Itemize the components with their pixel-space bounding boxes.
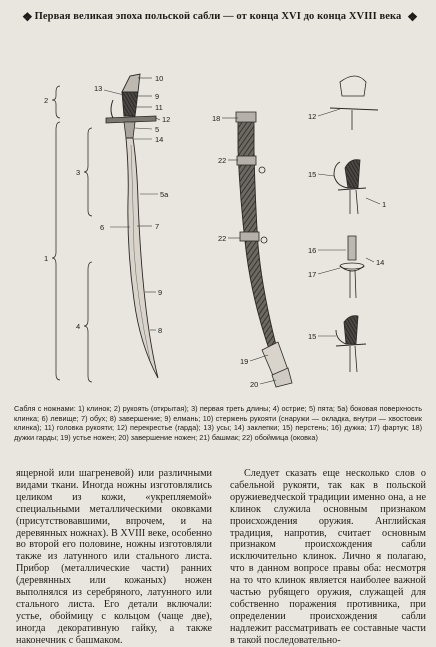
label-3: 3 [76,168,81,177]
label-15: 14 [376,258,385,267]
bracket-1 [52,122,60,380]
bracket-2 [52,86,60,118]
scabbard [236,112,292,387]
label-7: 7 [155,222,160,231]
header-ornament-left: ❖ [22,10,33,24]
bracket-4 [84,262,92,382]
label-11: 10 [155,74,164,83]
label-12: 11 [155,103,163,112]
label-22b: 22 [218,234,227,243]
body-column-right [230,468,426,647]
hilt-detail-2 [334,160,366,214]
label-20: 19 [240,357,249,366]
label-6: 6 [100,223,105,232]
label-14: 13 [94,84,103,93]
label-1: 1 [44,254,49,263]
leader-lines-details [318,109,380,336]
label-4: 4 [76,322,81,331]
figure-caption: Сабля с ножнами: 1) клинок; 2) рукоять (открытая); 3) первая треть длины; 4) острие; 5) пята; 5а) боковая поверхность клинка; 6) левище; 7) обух; 8) завершение; 9) елмань; 10) стержень рукояти (снаружи — окладка, внутри — хвостовик клинка); 11) головка рукояти; 12) перекрестье (гарда); 13) усы; 14) заклепки; 15) перстень; 16) дужка; 17) фартук; 18) дужки гарды; 19) устье ножен; 20) завершение ножен; 21) башмак; 22) обоймица (оковка) [14,404,422,442]
bracket-3 [84,128,92,216]
hilt-detail-3 [340,236,364,298]
body-paragraph-left: ящерной или шагреневой) или различными видами ткани. Иногда ножны изготовлялись целиком из кожи, «укрепляемой» специальными металлическими оковками (присутствовавшими, впрочем, и на деревянных ножнах). В XVIII веке, особенно во второй его половине, ножны изготовляли также из латунного или стального листа. Прибор (металлические части) ранних (деревянных или кожаных) ножен выполнялся из серебряного, латунного или стального листа. Его детали включали: устье, обоймицу с кольцом (чаще две), иногда декоративную гайку, а также наконечник с башмаком. [16,468,212,646]
label-8: 8 [158,326,163,335]
label-17: 16 [308,246,317,255]
label-5: 5 [155,125,160,134]
hilt-detail-1 [330,76,378,130]
label-19: 18 [212,114,221,123]
label-13: 12 [308,112,317,121]
header-ornament-right: ❖ [407,10,418,24]
label-18: 17 [308,270,317,279]
label-1b: 1 [382,200,387,209]
label-21: 20 [250,380,259,389]
body-column-left [16,468,212,647]
label-5a: 5а [160,190,169,199]
label-22a: 22 [218,156,227,165]
hilt-detail-4 [336,316,366,372]
label-13a: 12 [162,115,171,124]
label-16b: 15 [308,332,317,341]
label-2: 2 [44,96,49,105]
label-15a: 14 [155,135,164,144]
header-title: Первая великая эпоха польской сабли — от конца XVI до конца XVIII века [34,11,402,22]
label-16a: 15 [308,170,317,179]
label-10: 9 [155,92,160,101]
body-paragraph-right: Следует сказать еще несколько слов о сабельной рукояти, так как в польской оружиеведческой традиции именно она, а не клинок служила основным признаком происхождения оружия. Английская традиция, напротив, считает основным признаком происхождения сабли исключительно клинок. Лично я полагаю, что в данном вопросе правы оба: несмотря на то что клинок является наиболее важной частью рубящего оружия, служащей для собственно поражения противника, при определении происхождения сабли надлежит рассматривать ее составные части в такой последовательно- [230,468,426,646]
label-9: 9 [158,288,163,297]
